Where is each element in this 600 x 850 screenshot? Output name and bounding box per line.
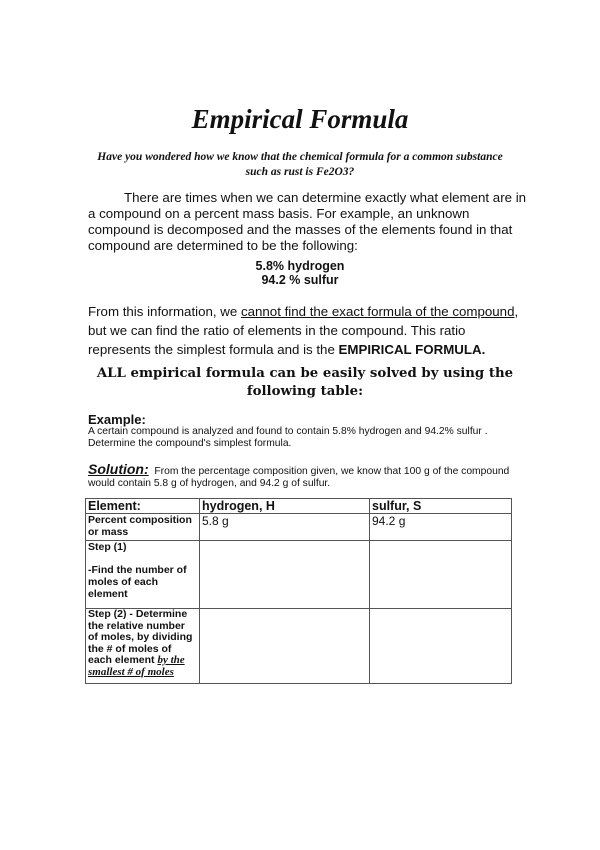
- step2-desc: Step (2) - Determine the relative number of moles, by dividing the # of moles of each element: [88, 608, 193, 666]
- ratio-paragraph: [88, 302, 528, 359]
- example-label: Example:: [88, 412, 146, 427]
- row-label: [86, 541, 200, 609]
- table-row: [86, 609, 512, 684]
- hydrogen-percent: 5.8% hydrogen: [255, 259, 345, 273]
- step2-emphasis: by the smallest # of moles: [88, 654, 185, 678]
- empirical-table: [85, 498, 512, 684]
- intro-paragraph: [88, 190, 528, 254]
- solution-label: Solution:: [88, 461, 149, 477]
- composition-data: [0, 259, 600, 287]
- para-underlined: cannot find the exact formula of the compound: [240, 304, 515, 319]
- sulfur-percent: 94.2 % sulfur: [261, 273, 339, 287]
- para-text-2: , but we can find the ratio of elements in the compound. This ratio represents the simplest formula and is the: [88, 304, 519, 357]
- step1-title: Step (1): [88, 541, 127, 553]
- header-sulfur: sulfur, S: [370, 499, 512, 514]
- para-bold: EMPIRICAL FORMULA.: [338, 342, 486, 357]
- intro-text: There are times when we can determine exactly what element are in a compound on a percent mass basis. For example, an unknown compound is decomposed and the masses of the elements found in that compound are determined to be the following:: [88, 190, 527, 253]
- hydrogen-moles-cell[interactable]: [200, 541, 370, 609]
- row-label: [86, 609, 200, 684]
- hydrogen-ratio-cell[interactable]: [200, 609, 370, 684]
- sulfur-mass: 94.2 g: [370, 514, 512, 541]
- sulfur-moles-cell[interactable]: [370, 541, 512, 609]
- row-label: Percent composition or mass: [86, 514, 200, 541]
- table-header-row: [86, 499, 512, 514]
- step1-desc: -Find the number of moles of each element: [88, 564, 187, 600]
- section-heading: ALL empirical formula can be easily solved by using the following table:: [96, 366, 514, 399]
- header-element: Element:: [86, 499, 200, 514]
- page-title: Empirical Formula: [191, 104, 409, 134]
- sulfur-ratio-cell[interactable]: [370, 609, 512, 684]
- subtitle: Have you wondered how we know that the chemical formula for a common substance such as rust is Fe2O3?: [97, 151, 503, 178]
- header-hydrogen: hydrogen, H: [200, 499, 370, 514]
- solution-text: From the percentage composition given, we know that 100 g of the compound would contain 5.8 g of hydrogen, and 94.2 g of sulfur.: [88, 466, 510, 489]
- example-text: A certain compound is analyzed and found to contain 5.8% hydrogen and 94.2% sulfur . Determine the compound's simplest formula.: [88, 426, 488, 449]
- solution: [88, 463, 528, 490]
- hydrogen-mass: 5.8 g: [200, 514, 370, 541]
- para-text: From this information, we: [88, 304, 241, 319]
- table-row: [86, 541, 512, 609]
- table-row: [86, 514, 512, 541]
